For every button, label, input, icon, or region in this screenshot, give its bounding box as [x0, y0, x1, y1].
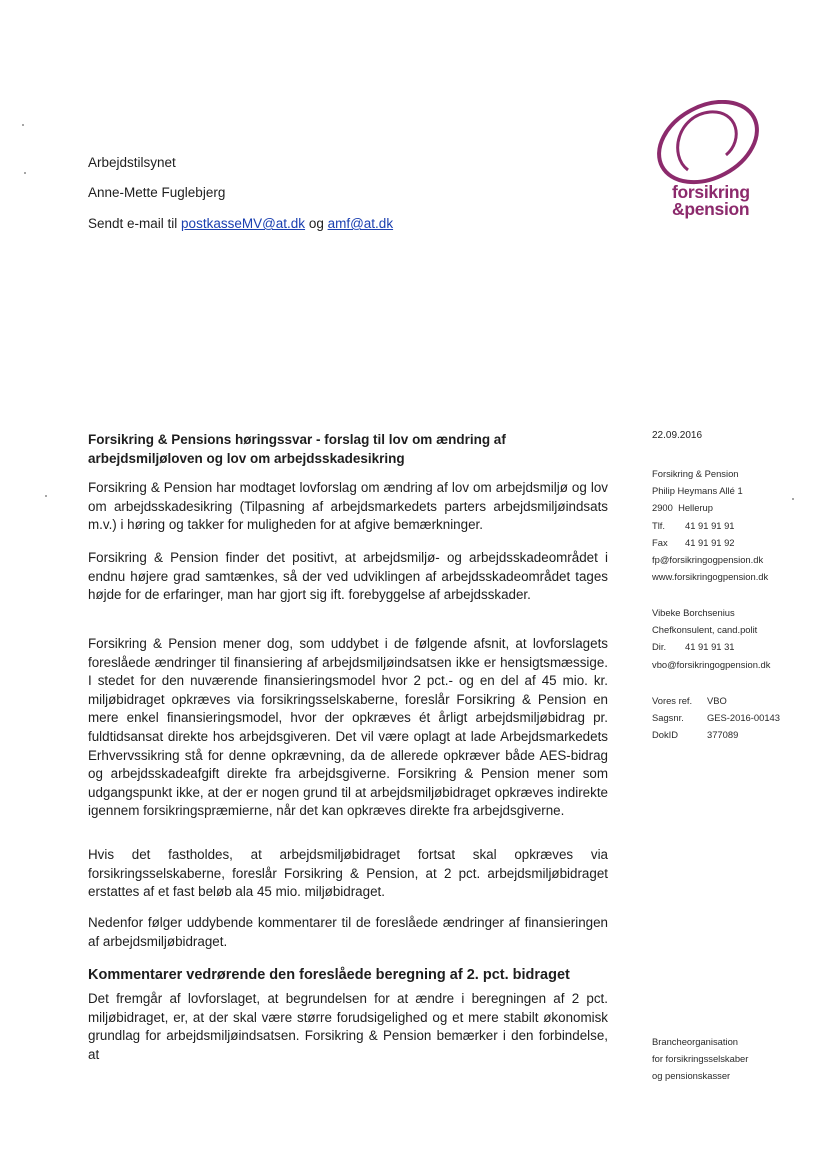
fax-label: Fax [652, 536, 668, 548]
sender-block [652, 465, 768, 585]
sender-web: www.forsikringogpension.dk [652, 571, 769, 583]
sender-email: fp@forsikringogpension.dk [652, 554, 764, 566]
paragraph-4: Hvis det fastholdes, at arbejdsmiljøbidraget fortsat skal opkræves via forsikringsselskaberne, foreslår Forsikring & Pension, at 2 pct. arbejdsmiljøbidraget erstattes af et fast beløb ala 45 mio. miljøbidraget. [88, 847, 608, 900]
recipient-person: Anne-Mette Fuglebjerg [88, 185, 226, 200]
email-join: og [305, 216, 328, 231]
sagsnr-label: Sagsnr. [652, 712, 684, 724]
footer-block [652, 1033, 748, 1085]
logo-wordmark [672, 184, 772, 218]
reference-block [652, 692, 780, 744]
footer-line-1: Brancheorganisation [652, 1036, 738, 1047]
footer-line-3: og pensionskasser [652, 1070, 731, 1082]
contact-block [652, 604, 770, 673]
sender-org: Forsikring & Pension [652, 468, 739, 479]
logo-line-2: &pension [672, 199, 750, 219]
paragraph-2: Forsikring & Pension finder det positivt, at arbejdsmiljø- og arbejdsskadeområdet i endnu højere grad samtænkes, så der ved udviklingen af arbejdsskadeområdet tages højde for de erfaringer, man har gjort sig ift. forebyggelse af arbejdsskader. [88, 550, 608, 603]
sender-city: 2900 Hellerup [652, 502, 713, 514]
section-paragraph: Det fremgår af lovforslaget, at begrundelsen for at ændre i beregningen af 2 pct. miljøbidraget, er, at der skal være større forudsigelighed og et mere stabilt økonomisk grundlag for arbejdsmiljøindsatsen. Forsikring & Pension bemærker i den forbindelse, at [88, 991, 608, 1062]
recipient-org: Arbejdstilsynet [88, 155, 176, 170]
dokid-label: DokID [652, 729, 679, 741]
scan-speck [22, 124, 24, 126]
vores-ref-label: Vores ref. [652, 695, 693, 706]
email-link-amf[interactable]: amf@at.dk [327, 216, 394, 231]
fax-value: 41 91 91 92 [685, 536, 735, 548]
dokid-value: 377089 [707, 729, 739, 741]
contact-email: vbo@forsikringogpension.dk [652, 658, 771, 670]
scan-speck [45, 495, 47, 497]
document-date: 22.09.2016 [652, 430, 703, 441]
dir-value: 41 91 91 31 [685, 641, 735, 653]
email-prefix: Sendt e-mail til [88, 216, 182, 231]
paragraph-1: Forsikring & Pension har modtaget lovforslag om ændring af lov om arbejdsmiljø og lov om arbejdsskadesikring (Tilpasning af arbejdsmarkedets parters arbejdsmiljøindsats m.v.) i høring og takker for muligheden for at afgive bemærkninger. [88, 480, 608, 533]
logo-mark-icon [648, 100, 766, 190]
contact-title: Chefkonsulent, cand.polit [652, 624, 758, 636]
section-heading: Kommentarer vedrørende den foreslåede beregning af 2. pct. bidraget [88, 967, 570, 983]
paragraph-5: Nedenfor følger uddybende kommentarer til de foreslåede ændringer af finansieringen af arbejdsmiljøbidraget. [88, 915, 608, 949]
sender-phone-row [652, 517, 768, 534]
sender-fax-row [652, 534, 768, 551]
sagsnr-value: GES-2016-00143 [707, 712, 780, 724]
logo-line-1: forsikring [672, 182, 750, 202]
vores-ref-value: VBO [707, 695, 727, 706]
scan-speck [24, 172, 26, 174]
document-title: Forsikring & Pensions høringssvar - forslag til lov om ændring af arbejdsmiljøloven og lov om arbejdsskadesikring [88, 432, 506, 466]
ref-vores-row [652, 692, 780, 709]
email-link-postkasse[interactable]: postkasseMV@at.dk [181, 216, 306, 231]
phone-value: 41 91 91 91 [685, 519, 735, 531]
sender-street: Philip Heymans Allé 1 [652, 485, 743, 497]
ref-sag-row [652, 709, 780, 726]
contact-dir-row [652, 638, 770, 655]
forsikring-pension-logo [648, 100, 766, 230]
phone-label: Tlf. [652, 519, 666, 531]
dir-label: Dir. [652, 641, 667, 653]
ref-dok-row [652, 726, 780, 743]
footer-line-2: for forsikringsselskaber [652, 1053, 749, 1065]
paragraph-3: Forsikring & Pension mener dog, som uddybet i de følgende afsnit, at lovforslagets foreslåede ændringer til finansiering af arbejdsmiljøindsatsen ikke er hensigtsmæssige. I stedet for den nuværende finansieringsmodel hvor 2 pct.- og en del af 45 mio. kr. miljøbidraget opkræves via forsikringsselskaberne, foreslår Forsikring & Pension en mere enkel finansieringsmodel, hvor der opkræves ét årligt arbejdsmiljøbidrag pr. fuldtidsansat direkte hos arbejdsgiveren. Det vil være oplagt at lade Arbejdsmarkedets Erhvervssikring stå for denne opkrævning, da de allerede opkræver både AES-bidrag og arbejdsskadeafgift direkte fra arbejdsgiverne. Forsikring & Pension mener som udgangspunkt ikke, at der er nogen grund til at arbejdsmiljøbidraget opkræves indirekte igennem forsikringspræmierne, når det kan opkræves direkte fra arbejdsgiverne. [88, 636, 608, 819]
recipient-email-line [88, 216, 393, 231]
scan-speck [792, 498, 794, 500]
contact-name: Vibeke Borchsenius [652, 607, 735, 618]
